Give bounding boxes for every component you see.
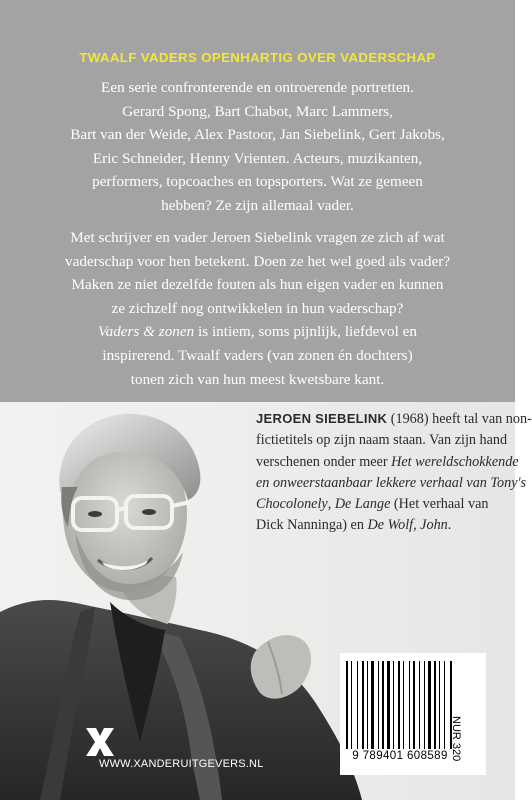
publisher-logo-icon [80, 722, 120, 762]
bio-text: (1968) heeft tal van non- [387, 411, 532, 427]
book-title: Vaders & zonen [98, 323, 195, 341]
bio-title: Chocolonely [256, 496, 328, 513]
blurb-line: vaderschap voor hen betekent. Doen ze het wel goed als vader? [64, 252, 450, 270]
bio-text: , [327, 496, 335, 513]
blurb-paragraph-2 [20, 226, 495, 391]
blurb-line: tonen zich van hun meest kwetsbare kant. [130, 370, 385, 388]
bio-title: De Lange [334, 496, 391, 513]
bio-text: Dick Nanninga) en [256, 517, 368, 534]
blurb-line: hebben? Ze zijn allemaal vader. [161, 196, 354, 214]
blurb-line: Eric Schneider, Henny Vrienten. Acteurs, muzikanten, [92, 149, 423, 167]
bio-line [256, 515, 506, 536]
blurb-line: Bart van der Weide, Alex Pastoor, Jan Siebelink, Gert Jakobs, [70, 126, 445, 144]
blurb-heading: TWAALF VADERS OPENHARTIG OVER VADERSCHAP [79, 50, 436, 65]
blurb-line: Maken ze niet dezelfde fouten als hun eigen vader en kunnen [71, 276, 444, 294]
bio-line [256, 494, 506, 515]
bio-text: (Het verhaal van [390, 496, 489, 513]
bio-text: . [447, 517, 452, 534]
bio-line [256, 408, 532, 430]
blurb-paragraph-1 [20, 76, 495, 218]
bio-line: en onweerstaanbaar lekkere verhaal van Tony's [256, 474, 527, 491]
blurb-line: Een serie confronterende en ontroerende portretten. [101, 79, 414, 96]
blurb-line: performers, topcoaches en topsporters. Wat ze gemeen [92, 173, 423, 191]
bio-title: Het wereldschokkende [391, 453, 519, 470]
blurb-line [20, 320, 495, 344]
blurb-line: Gerard Spong, Bart Chabot, Marc Lammers, [122, 102, 393, 120]
bio-text: verschenen onder meer [256, 453, 392, 470]
bio-title: De Wolf, John [367, 517, 448, 534]
blurb-line: inspirerend. Twaalf vaders (van zonen én dochters) [102, 346, 413, 364]
blurb-line-rest: is intiem, soms pijnlijk, liefdevol en [194, 323, 417, 341]
blurb-line: ze zichzelf nog ontwikkelen in hun vaderschap? [111, 299, 404, 317]
isbn-number: 9 789401 608589 [352, 750, 448, 762]
author-bio [256, 408, 532, 537]
publisher-url: WWW.XANDERUITGEVERS.NL [99, 758, 264, 770]
blurb-line: Met schrijver en vader Jeroen Siebelink vragen ze zich af wat [70, 229, 445, 246]
bio-line: fictietitels op zijn naam staan. Van zijn hand [256, 432, 508, 449]
bio-line [256, 452, 519, 473]
author-name: JEROEN SIEBELINK [256, 411, 388, 426]
nur-code: NUR 320 [450, 716, 462, 762]
